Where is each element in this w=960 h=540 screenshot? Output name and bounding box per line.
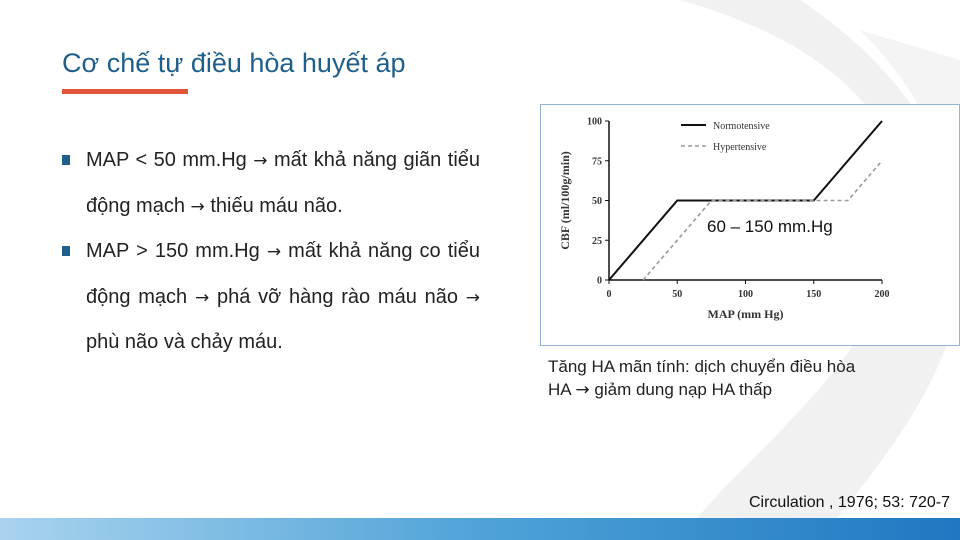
chart-range-annotation: 60 – 150 mm.Hg — [707, 217, 833, 236]
x-axis-label: MAP (mm Hg) — [707, 307, 784, 321]
y-tick-label: 25 — [592, 235, 602, 247]
bullet-item-2: MAP > 150 mm.Hg → mất khả năng co tiểu động mạch → phá vỡ hàng rào máu não → phù não và chảy máu. — [62, 229, 480, 365]
x-tick-label: 150 — [806, 289, 822, 300]
bullet-square-icon — [62, 155, 70, 165]
bullet-square-icon — [62, 246, 70, 256]
y-tick-label: 100 — [587, 116, 602, 128]
right-arrow-icon: → — [190, 196, 205, 217]
right-arrow-icon: → — [253, 151, 268, 171]
legend-label: Hypertensive — [713, 142, 767, 153]
y-tick-label: 50 — [592, 196, 602, 207]
x-tick-label: 100 — [738, 289, 753, 300]
y-tick-label: 75 — [592, 156, 602, 168]
x-tick-label: 50 — [672, 289, 683, 300]
right-arrow-icon: → — [575, 380, 590, 400]
x-tick-label: 0 — [606, 289, 612, 300]
citation: Circulation , 1976; 53: 720-7 — [748, 494, 950, 511]
bullet-item-1: MAP < 50 mm.Hg → mất khả năng giãn tiểu động mạch → thiếu máu não. — [62, 138, 480, 229]
slide-title: Cơ chế tự điều hòa huyết áp — [62, 48, 406, 78]
right-arrow-icon: → — [465, 287, 481, 308]
y-tick-label: 0 — [597, 275, 602, 287]
y-axis-label: CBF (ml/100g/min) — [558, 151, 572, 250]
right-arrow-icon: → — [266, 242, 282, 262]
bottom-gradient-bar — [0, 518, 960, 540]
right-arrow-icon: → — [194, 287, 210, 308]
legend-label: Normotensive — [713, 121, 770, 132]
chart-caption: Tăng HA mãn tính: dịch chuyển điều hòa HA → giảm dung nạp HA thấp — [548, 357, 856, 400]
title-underline — [62, 89, 188, 94]
x-tick-label: 200 — [874, 289, 890, 300]
bullet-list — [62, 138, 480, 365]
